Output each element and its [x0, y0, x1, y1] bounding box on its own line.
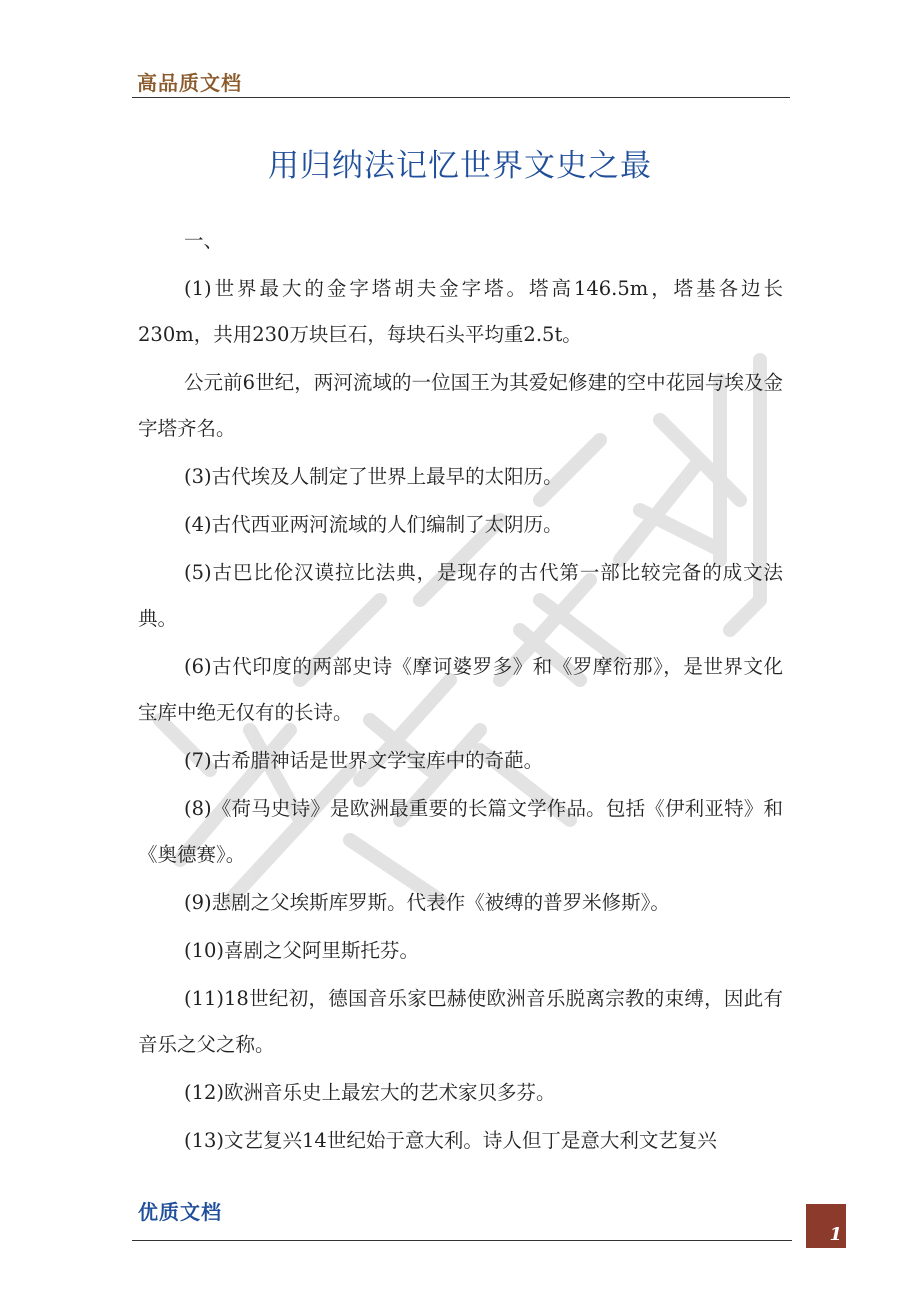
paragraph: (4)古代西亚两河流域的人们编制了太阴历。 [184, 513, 563, 536]
paragraph: (6)古代印度的两部史诗《摩诃婆罗多》和《罗摩衍那》，是世界文化宝库中绝无仅有的长诗。 [138, 655, 783, 724]
paragraph: 一、 [184, 229, 224, 252]
document-body [138, 218, 783, 1166]
footer-divider [132, 1240, 792, 1241]
paragraph: (10)喜剧之父阿里斯托芬。 [184, 939, 420, 962]
page-number-badge [806, 1204, 846, 1248]
footer-label: 优质文档 [138, 1200, 222, 1224]
paragraph: (9)悲剧之父埃斯库罗斯。代表作《被缚的普罗米修斯》。 [184, 891, 670, 914]
paragraph: (11)18世纪初，德国音乐家巴赫使欧洲音乐脱离宗教的束缚，因此有音乐之父之称。 [138, 987, 783, 1056]
paragraph: (8)《荷马史诗》是欧洲最重要的长篇文学作品。包括《伊利亚特》和《奥德赛》。 [138, 797, 783, 866]
paragraph: (1)世界最大的金字塔胡夫金字塔。塔高146.5m，塔基各边长230m，共用230万块巨石，每块石头平均重2.5t。 [138, 277, 783, 346]
page-number: 1 [829, 1224, 842, 1245]
paragraph: (12)欧洲音乐史上最宏大的艺术家贝多芬。 [184, 1081, 556, 1104]
header-divider [132, 97, 790, 98]
paragraph: 公元前6世纪，两河流域的一位国王为其爱妃修建的空中花园与埃及金字塔齐名。 [138, 371, 783, 440]
document-title: 用归纳法记忆世界文史之最 [268, 148, 652, 184]
paragraph: (5)古巴比伦汉谟拉比法典，是现存的古代第一部比较完备的成文法典。 [138, 561, 783, 630]
paragraph: (3)古代埃及人制定了世界上最早的太阳历。 [184, 465, 563, 488]
header-label: 高品质文档 [137, 71, 242, 95]
paragraph: (13)文艺复兴14世纪始于意大利。诗人但丁是意大利文艺复兴 [184, 1129, 717, 1152]
paragraph: (7)古希腊神话是世界文学宝库中的奇葩。 [184, 749, 544, 772]
